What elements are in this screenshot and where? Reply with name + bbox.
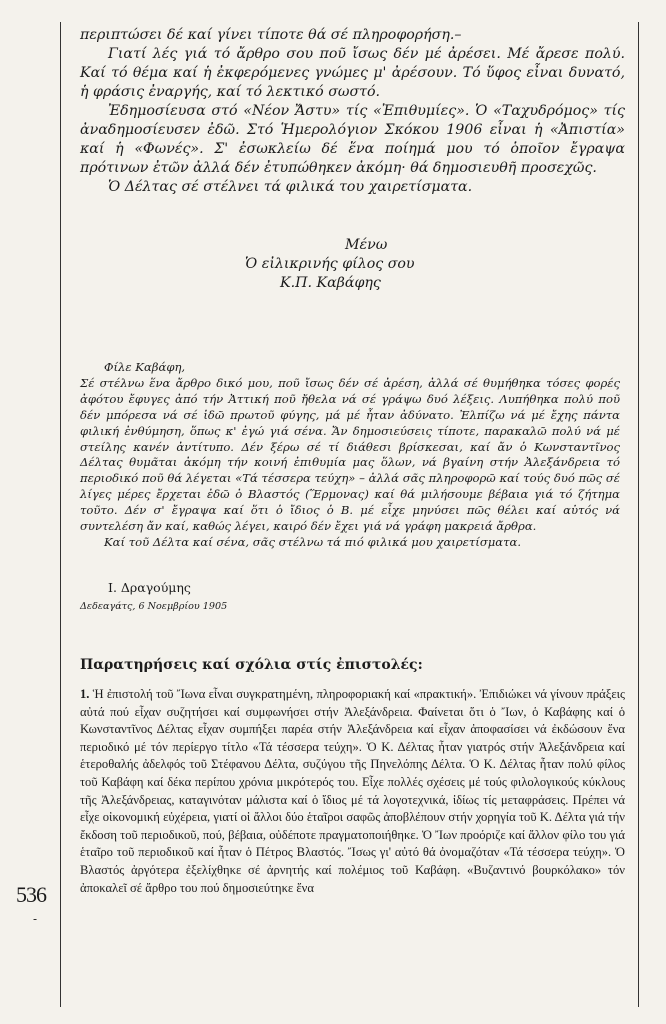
- letter1-signature: Κ.Π. Καβάφης: [280, 275, 381, 291]
- letter1-paragraph: περιπτώσει δέ καί γίνει τίποτε θά σέ πληροφορήση.–: [80, 27, 462, 43]
- letter1-paragraph: Ὁ Δέλτας σέ στέλνει τά φιλικά του χαιρετίσματα.: [108, 179, 473, 195]
- note-number: 1.: [80, 687, 90, 701]
- letter1-closing-remain: Μένω: [345, 237, 388, 253]
- letter-dragoumis: [80, 360, 620, 551]
- letter2-place-date: Δεδεαγάτς, 6 Νοεμβρίου 1905: [80, 601, 228, 612]
- note-text: Ἡ ἐπιστολή τοῦ Ἴωνα εἶναι συγκρατημένη, πληροφοριακή καί «πρακτική». Ἐπιδιώκει νά γίνουν πράξεις αὐτά πού εἶχαν συζητήσει καί συμφωνήσει στήν Ἀλεξάνδρεια. Φαίνεται ὅτι ὁ Ἴων, ὁ Καβάφης καί ὁ Κωνσταντῖνος Δέλτας εἶχαν συμπήξει παρέα στήν Ἀλεξάνδρεια καί εἶχαν ἀποφασίσει νά ἐκδώσουν ἕνα περιοδικό μέ τόν περίεργο τίτλο «Τά τέσσερα τεύχη». Ὁ Κ. Δέλτας ἦταν γιατρός στήν Ἀλεξάνδρεια καί ἑτεροθαλής ἀδελφός τοῦ Στέφανου Δέλτα, συζύγου τῆς Πηνελόπης Δέλτα. Ὁ Κ. Δέλτας ἦταν πολύ φίλος τοῦ Καβάφη καί δέκα περίπου χρόνια μικρότερός του. Εἶχε πολλές σχέσεις μέ τούς φιλολογικούς κύκλους τῆς Ἀλεξάνδρειας, καταγινόταν μάλιστα καί ὁ ἴδιος μέ τά λογοτεχνικά, ἰδίως τίς μεταφράσεις. Πρέπει νά εἶχε οἰκονομική εὐχέρεια, γιατί οἱ ἄλλοι δύο ἑταῖροι σαφῶς ἀποβλέπουν στήν χορηγία τοῦ Κ. Δέλτα γιά τήν ἔκδοση τοῦ περιοδικοῦ, πού, βέβαια, οὐδέποτε πραγματοποιήθηκε. Ὁ Ἴων προόριζε καί ἄλλον φίλο του γιά ἑταῖρο τοῦ περιοδικοῦ καί ἦταν ὁ Πέτρος Βλαστός. Ἴσως γι' αὐτό θά ὀνομαζόταν «Τά τέσσερα τεύχη». Ὁ Βλαστός ἀργότερα ἐξελίχθηκε σέ ἀρνητής καί πολέμιος τοῦ Καβάφη. «Βυζαντινό βουρκόλακο» τόν ἀποκαλεῖ σέ ἄρθρο του πού δημοσιεύτηκε ἕνα: [80, 687, 626, 895]
- letter2-body: Σέ στέλνω ἕνα ἄρθρο δικό μου, ποῦ ἴσως δέν σέ ἀρέση, ἀλλά σέ θυμήθηκα τόσες φορές ἀφότου ἔφυγες ἀπό τήν Ἀττική ποῦ ἤθελα νά σέ γράψω δυό λέξεις. Λυπήθηκα πολύ ποῦ δέν μπόρεσα νά σέ ἰδῶ πρωτοῦ φύγης, μά μέ ἦταν ἀδύνατο. Ἐλπίζω νά μέ ἔχης πάντα φιλική ἐνθύμηση, ὅπως κ' ἐγώ γιά σένα. Ἄν δημοσιεύσεις τίποτε, παρακαλῶ πολύ νά μέ στείλης κανέν ἀντίτυπο. Δέν ξέρω σέ τί διάθεσι βρίσκεσαι, καί ἄν ὁ Κωνσταντῖνος Δέλτας θυμᾶται ἀκόμη τήν κοινή ἐπιθυμία μας ὅλων, νά βγαίνη στήν Ἀλεξάνδρεια τό περιοδικό ποῦ θά λέγεται «Τά τέσσερα τεύχη» – ἀλλά σᾶς πληροφορῶ καί τούς δυό πῶς σέ λίγες μέρες ἔρχεται ἐδῶ ὁ Βλαστός (Ἕρμονας) καί θά μιλήσουμε βέβαια γιά τό ζήτημα τοῦτο. Δέν σ' ἔγραψα καί ὅτι ὁ ἴδιος ὁ Β. μέ εἶχε μηνύσει πῶς θέλει καί αὐτός νά συντελέση ἄν καί, καθώς λέγει, καιρό δέν ἔχει γιά νά γράφη μακρειά ἄρθρα.: [80, 375, 620, 534]
- letter-cavafy: [80, 26, 625, 197]
- notes-heading: Παρατηρήσεις καί σχόλια στίς ἐπιστολές:: [80, 657, 423, 673]
- right-margin-rule: [638, 22, 639, 1007]
- letter1-paragraph: Ἐδημοσίευσα στό «Νέον Ἄστυ» τίς «Ἐπιθυμίες». Ὁ «Ταχυδρόμος» τίς ἀναδημοσίευσεν ἐδῶ. Στό Ἡμερολόγιον Σκόκου 1906 εἶναι ἡ «Ἀπιστία» καί ἡ «Φωνές». Σ' ἐσωκλείω δέ ἕνα ποίημά μου τό ὁποῖον ἔγραψα πρότινων ἐτῶν ἀλλά δέν ἐτυπώθηκεν ἀκόμη· θά δημοσιευθῆ προσεχῶς.: [80, 103, 625, 176]
- letter2-closing: Καί τοῦ Δέλτα καί σένα, σᾶς στέλνω τά πιό φιλικά μου χαιρετίσματα.: [104, 534, 522, 549]
- note-item: [80, 686, 625, 897]
- letter1-closing-friend: Ὁ εἰλικρινής φίλος σου: [245, 256, 415, 272]
- left-margin-rule: [60, 22, 61, 1007]
- page-number-mark: -: [33, 912, 38, 926]
- letter1-paragraph: Γιατί λές γιά τό ἄρθρο σου ποῦ ἴσως δέν μέ ἀρέσει. Μέ ἄρεσε πολύ. Καί τό θέμα καί ἡ ἐκφερόμενες γνώμες μ' ἀρέσουν. Τό ὕφος εἶναι δυνατό, ἡ φράσις ἐναργής, καί τό λεκτικό σωστό.: [80, 46, 625, 100]
- page-number: 536: [16, 882, 46, 907]
- letter2-salutation: Φίλε Καβάφη,: [104, 360, 186, 374]
- letter2-signature: Ι. Δραγούμης: [108, 580, 191, 595]
